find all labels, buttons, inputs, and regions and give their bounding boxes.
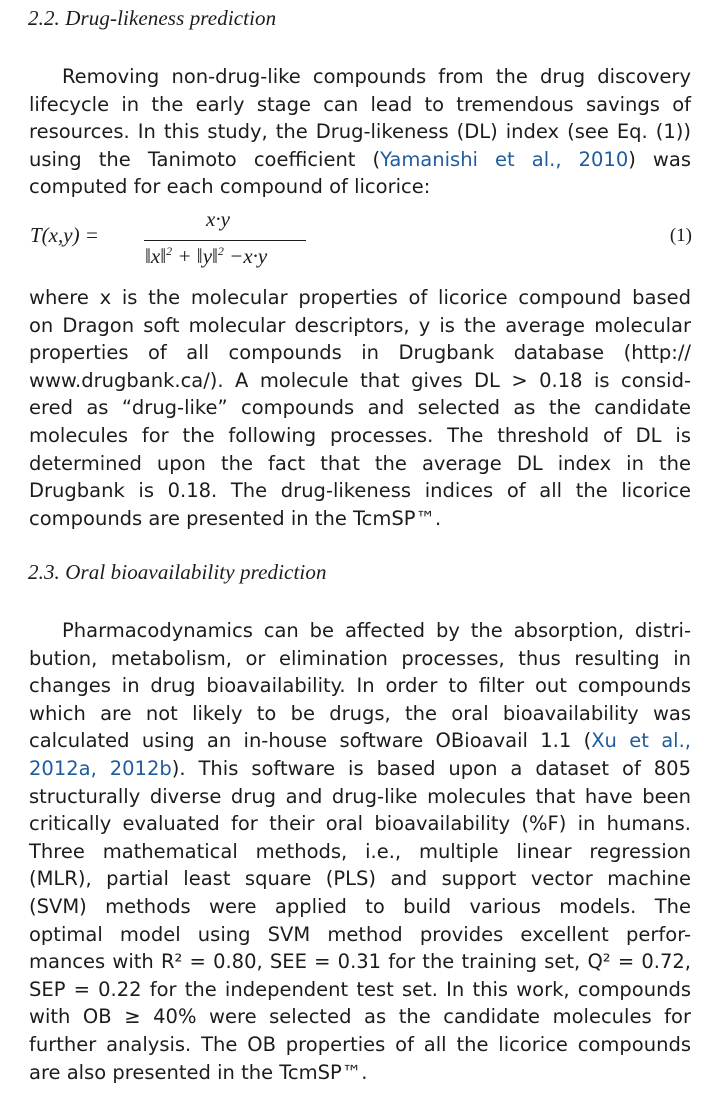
text-line: computed for each compound of licorice: — [29, 175, 431, 199]
text-line: structurally diverse drug and drug-like molecules that have been — [29, 784, 691, 808]
text-line: Three mathematical methods, i.e., multiple linear regression — [29, 839, 691, 863]
text-line: (MLR), partial least square (PLS) and support vector machine — [29, 867, 691, 891]
text-line — [29, 727, 691, 755]
section-heading-2-3: 2.3. Oral bioavailability prediction — [28, 560, 327, 584]
text-line: compounds are presented in the TcmSP™. — [29, 506, 442, 530]
citation-link-yamanishi[interactable]: Yamanishi et al., 2010 — [380, 147, 629, 171]
text-line: changes in drug bioavailability. In order to filter out compounds — [29, 674, 691, 698]
text-segment: calculated using an in-house software OBioavail 1.1 ( — [29, 729, 592, 753]
text-line: which are not likely to be drugs, the oral bioavailability was — [29, 701, 691, 725]
text-line: determined upon the fact that the average DL index in the — [29, 451, 691, 475]
text-line: on Dragon soft molecular descriptors, y is the average molecular — [29, 313, 691, 337]
paragraph-oral-bioavailability — [29, 617, 691, 1086]
text-line: www.drugbank.ca/). A molecule that gives DL > 0.18 is consid- — [29, 368, 691, 392]
text-segment: ) was — [628, 147, 691, 171]
text-line: critically evaluated for their oral bioavailability (%F) in humans. — [29, 812, 691, 836]
text-line: where x is the molecular properties of licorice compound based — [29, 286, 691, 309]
text-line: Pharmacodynamics can be affected by the absorption, distri- — [62, 619, 691, 642]
text-line: lifecycle in the early stage can lead to tremendous savings of — [29, 92, 691, 116]
equation-denominator: ‖x‖$^2$ + ‖y‖$^2$ −x·y — [145, 244, 268, 268]
text-line: (SVM) methods were applied to build various models. The — [29, 894, 691, 918]
text-line: molecules for the following processes. The threshold of DL is — [29, 423, 691, 447]
equation-1 — [30, 204, 692, 282]
text-line: ered as “drug-like” compounds and selected as the candidate — [29, 396, 691, 420]
text-segment: using the Tanimoto coefficient ( — [29, 147, 381, 171]
text-line: resources. In this study, the Drug-likeness (DL) index (see Eq. (1)) — [29, 120, 691, 144]
text-line: optimal model using SVM method provides excellent perfor- — [29, 922, 691, 946]
citation-link-xu-a[interactable]: Xu et al., — [591, 729, 691, 753]
text-line: Removing non-drug-like compounds from the drug discovery — [62, 65, 691, 88]
section-heading-2-2: 2.2. Drug-likeness prediction — [28, 6, 277, 30]
citation-link-xu-b[interactable]: 2012a, 2012b — [29, 756, 172, 780]
text-line: SEP = 0.22 for the independent test set. In this work, compounds — [29, 977, 691, 1001]
paragraph-drug-likeness-definition — [29, 284, 691, 532]
text-line — [29, 755, 691, 783]
equation-lhs: T(x,y) = — [30, 223, 99, 247]
equation-number: (1) — [669, 225, 692, 246]
fraction-bar — [144, 240, 306, 241]
text-line: with OB ≥ 40% were selected as the candidate molecules for — [29, 1005, 691, 1029]
text-line: properties of all compounds in Drugbank database (http:// — [29, 341, 691, 365]
equation-numerator: x·y — [206, 207, 230, 231]
text-line — [29, 146, 691, 174]
text-line: are also presented in the TcmSP™. — [29, 1060, 368, 1084]
text-line: mances with R² = 0.80, SEE = 0.31 for the training set, Q² = 0.72, — [29, 950, 691, 974]
text-line: bution, metabolism, or elimination processes, thus resulting in — [29, 646, 691, 670]
text-line: Drugbank is 0.18. The drug-likeness indices of all the licorice — [29, 479, 691, 503]
text-segment: ). This software is based upon a dataset of 805 — [171, 756, 691, 780]
paragraph-drug-likeness-intro — [29, 63, 691, 201]
text-line: further analysis. The OB properties of all the licorice compounds — [29, 1032, 691, 1056]
